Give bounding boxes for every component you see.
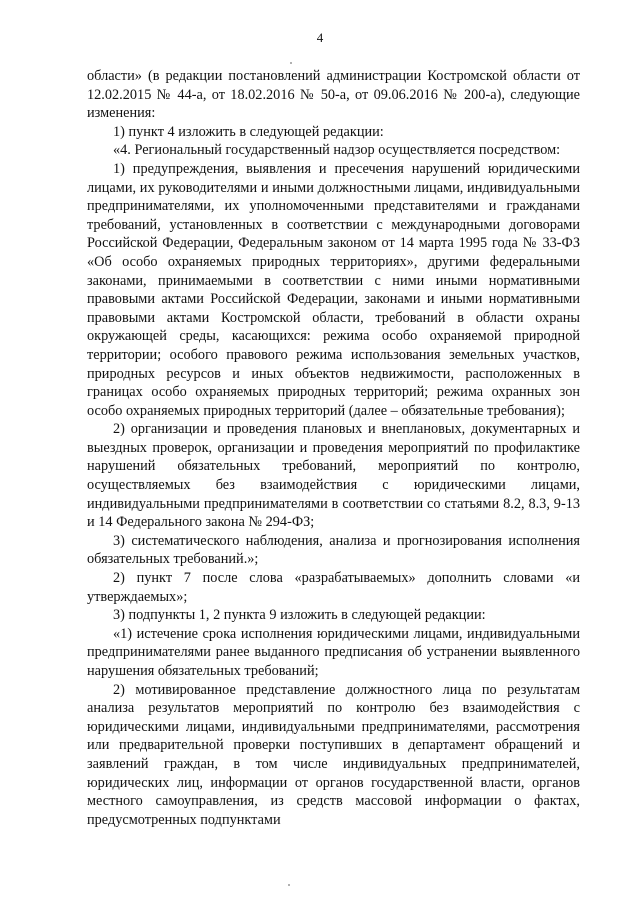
paragraph-item-1: 1) пункт 4 изложить в следующей редакции: bbox=[113, 123, 384, 140]
scan-speck bbox=[288, 884, 290, 886]
page-number: 4 bbox=[316, 30, 324, 45]
paragraph-new-subitem-2: 2) мотивированное представление должностного лица по результатам анализа результатов мероприятий по контролю без взаимодействия с юридическими лицами, индивидуальными предпринимателями, рассмотрения или предварительной проверки поступивших в департамент обращений и заявлений граждан, в том числе индивидуальных предпринимателей, юридических лиц, информации от органов государственной власти, органов местного самоуправления, из средств массовой информации о фактах, предусмотренных подпунктами bbox=[87, 681, 580, 828]
paragraph-point-4: «4. Региональный государственный надзор осуществляется посредством: bbox=[113, 142, 561, 159]
paragraph-item-3: 3) подпункты 1, 2 пункта 9 изложить в следующей редакции: bbox=[113, 607, 486, 624]
paragraph-subitem-1: 1) предупреждения, выявления и пресечения нарушений юридическими лицами, их руководителями и иными должностными лицами, индивидуальными предпринимателями, их уполномоченными представителями и гражданами требований, установленных в соответствии с международными договорами Российской Федерации, Федеральным законом от 14 марта 1995 года № 33-ФЗ «Об особо охраняемых природных территориях», другими федеральными законами, принимаемыми в соответствии с ними иными нормативными правовыми актами Российской Федерации, законами и иными нормативными правовыми актами Костромской области, требований в области охраны окружающей среды, касающихся: режима особо охраняемой природной территории; особого правового режима использования земельных участков, природных ресурсов и иных объектов недвижимости, расположенных в границах особо охраняемых природных территорий; режима охранных зон особо охраняемых природных территорий (далее – обязательные требования); bbox=[87, 160, 580, 419]
paragraph-subitem-3: 3) систематического наблюдения, анализа и прогнозирования исполнения обязательных требований.»; bbox=[87, 532, 580, 568]
document-body bbox=[87, 67, 580, 829]
scan-speck bbox=[290, 62, 292, 64]
paragraph-new-subitem-1: «1) истечение срока исполнения юридическими лицами, индивидуальными предпринимателями ранее выданного предписания об устранении выявленного нарушения обязательных требований; bbox=[87, 625, 580, 679]
paragraph-intro: области» (в редакции постановлений администрации Костромской области от 12.02.2015 № 44-а, от 18.02.2016 № 50-а, от 09.06.2016 № 200-а), следующие изменения: bbox=[87, 68, 580, 122]
paragraph-item-2: 2) пункт 7 после слова «разрабатываемых» дополнить словами «и утверждаемых»; bbox=[87, 570, 580, 605]
paragraph-subitem-2: 2) организации и проведения плановых и внеплановых, документарных и выездных проверок, организации и проведения мероприятий по профилактике нарушений обязательных требований, мероприятий по контролю, осуществляемых без взаимодействия с юридическими лицами, индивидуальными предпринимателями в соответствии со статьями 8.2, 8.3, 9-13 и 14 Федерального закона № 294-ФЗ; bbox=[87, 421, 580, 531]
